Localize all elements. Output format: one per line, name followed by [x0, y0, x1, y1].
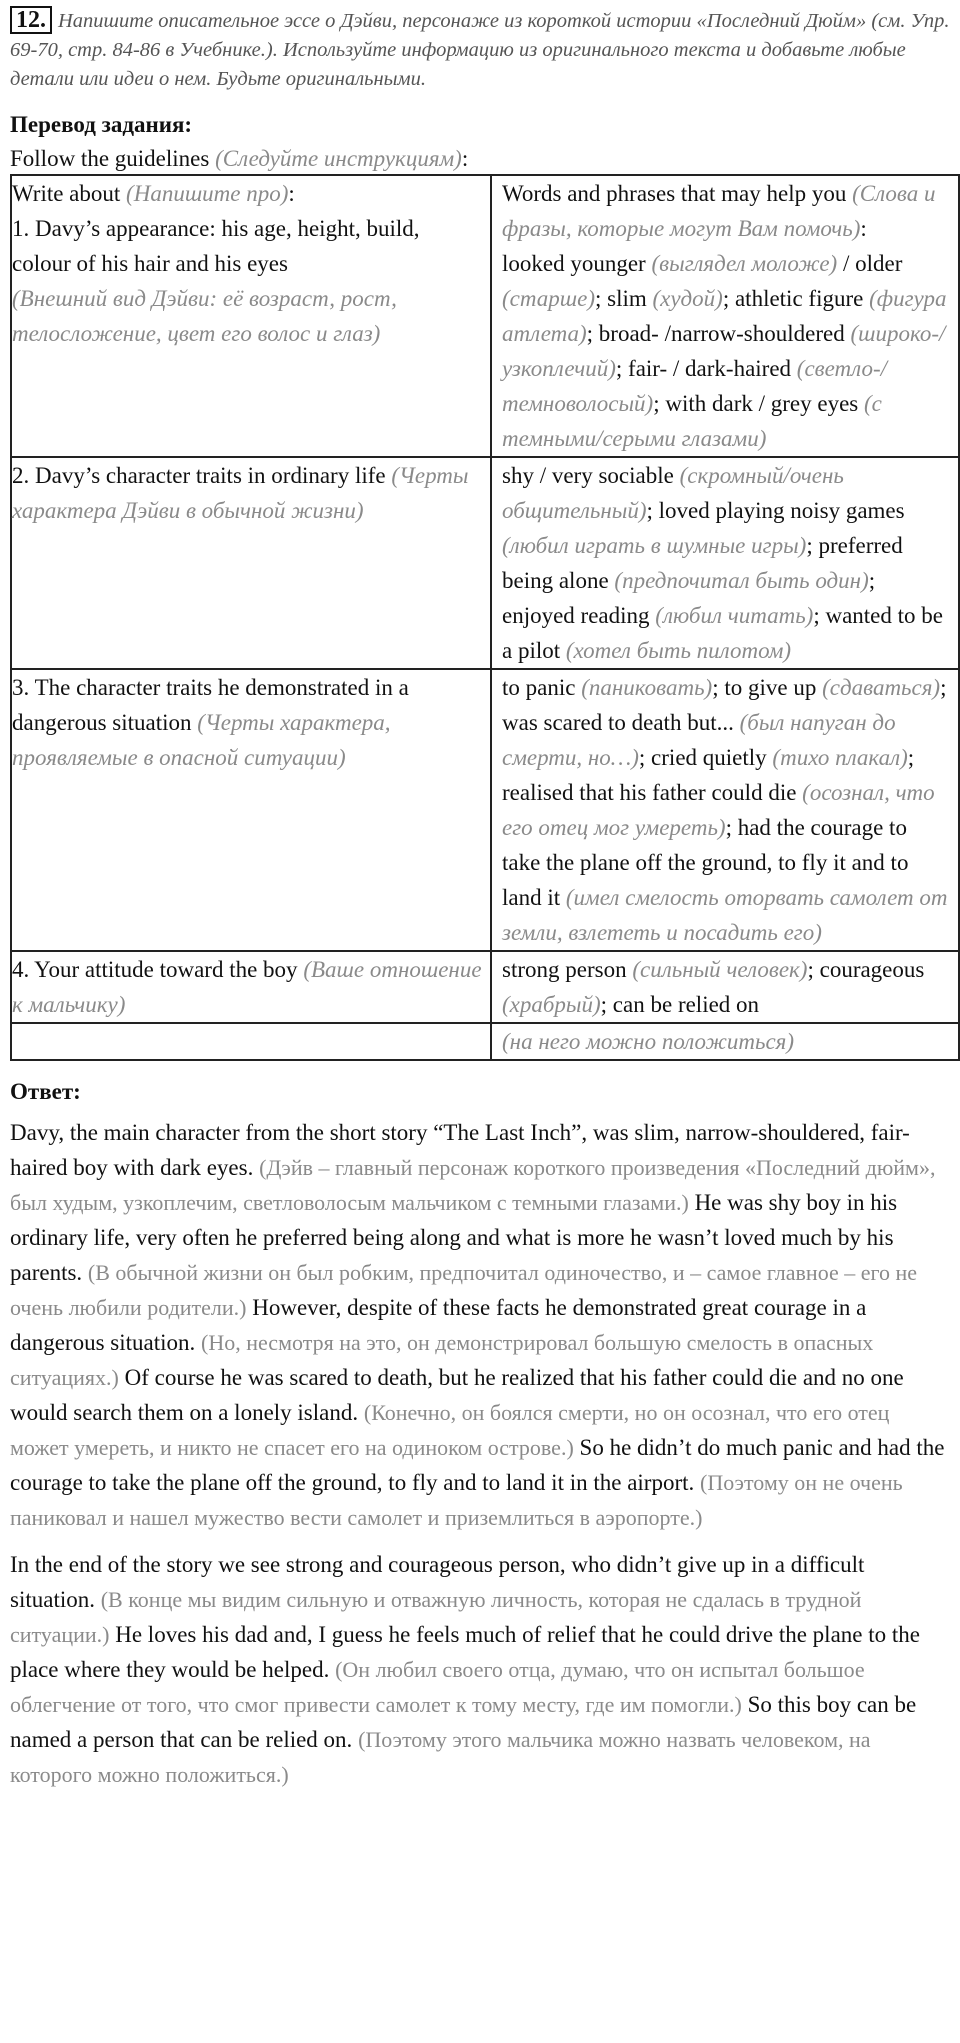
- english-text: ; slim: [595, 286, 653, 311]
- guidelines-en: Follow the guidelines: [10, 146, 210, 171]
- translation-text: (осознал, что его отец мог умереть): [502, 780, 935, 840]
- answer-paragraph: [10, 1547, 950, 1792]
- english-text: / older: [837, 251, 903, 276]
- table-cell-phrases: [491, 457, 959, 669]
- translation-text: (выглядел моложе): [651, 251, 838, 276]
- translation-text: (паниковать): [581, 675, 713, 700]
- english-text: strong person: [502, 957, 633, 982]
- english-text: ; with dark / grey eyes: [653, 391, 864, 416]
- english-text: Davy, the main character from the short story “The Last Inch”, was slim, narrow-shouldered, fair-haired boy with dark eyes.: [10, 1120, 910, 1180]
- table-row: [11, 1023, 959, 1060]
- translation-heading: Перевод задания:: [10, 112, 193, 137]
- table-row: [11, 951, 959, 1023]
- table-cell-topic: [11, 1023, 491, 1060]
- translation-text: (любил играть в шумные игры): [502, 533, 807, 558]
- guidelines-line: [10, 146, 950, 172]
- translation-text: (Черты характера, проявляемые в опасной ситуации): [12, 710, 391, 770]
- translation-text: (скромный/очень общительный): [502, 463, 844, 523]
- guidelines-table: [10, 174, 960, 1061]
- english-text: He loves his dad and, I guess he feels much of relief that he could drive the plane to the place where they would be helped.: [10, 1622, 920, 1682]
- english-text: Of course he was scared to death, but he realized that his father could die and no one would search them on a lonely island.: [10, 1365, 904, 1425]
- translation-text: (худой): [652, 286, 723, 311]
- english-text: ; broad- /narrow-shouldered: [586, 321, 851, 346]
- translation-text: (предпочитал быть один): [614, 568, 869, 593]
- table-row: [11, 175, 959, 457]
- english-text: ; wanted to be a pilot: [502, 603, 943, 663]
- english-text: looked younger: [502, 251, 652, 276]
- translation-text: (старше): [502, 286, 595, 311]
- translation-text: (Слова и фразы, которые могут Вам помочь): [502, 181, 936, 241]
- english-text: ; loved playing noisy games: [646, 498, 905, 523]
- translation-text: (Конечно, он боялся смерти, но он осознал, что его отец может умереть, и никто не спасет его на одиноком острове.): [10, 1400, 890, 1460]
- english-text: 2. Davy’s character traits in ordinary life: [12, 463, 392, 488]
- english-text: ; was scared to death but...: [502, 675, 947, 735]
- translation-text: (храбрый): [502, 992, 601, 1017]
- english-text: Write about: [12, 181, 127, 206]
- translation-text: (был напуган до смерти, но…): [502, 710, 896, 770]
- english-text: ; to give up: [712, 675, 823, 700]
- table-row: [11, 457, 959, 669]
- english-text: :: [860, 216, 867, 241]
- english-text: So he didn’t do much panic and had the courage to take the plane off the ground, to fly and to land it in the airport.: [10, 1435, 945, 1495]
- table-cell-phrases: [491, 1023, 959, 1060]
- english-text: ; fair- / dark-haired: [615, 356, 797, 381]
- guidelines-table-body: [11, 175, 959, 1060]
- translation-text: (В обычной жизни он был робким, предпочитал одиночество, и – самое главное – его не очень любили родители.): [10, 1260, 918, 1320]
- english-text: He was shy boy in his ordinary life, very often he preferred being along and what is more he wasn’t loved much by his parents.: [10, 1190, 898, 1285]
- translation-text: (с темными/серыми глазами): [502, 391, 882, 451]
- english-text: shy / very sociable: [502, 463, 680, 488]
- english-text: 1. Davy’s appearance: his age, height, build, colour of his hair and his eyes: [12, 216, 420, 276]
- english-text: However, despite of these facts he demonstrated great courage in a dangerous situation.: [10, 1295, 867, 1355]
- table-cell-phrases: [491, 669, 959, 951]
- english-text: Words and phrases that may help you: [502, 181, 853, 206]
- english-text: ; athletic figure: [722, 286, 870, 311]
- answer-heading: Ответ:: [10, 1079, 81, 1104]
- table-cell-topic: [11, 175, 491, 457]
- table-cell-phrases: [491, 175, 959, 457]
- english-text: ; cried quietly: [638, 745, 773, 770]
- translation-text: (Напишите про): [126, 181, 289, 206]
- table-cell-topic: [11, 951, 491, 1023]
- table-row: [11, 669, 959, 951]
- english-text: ; courageous: [807, 957, 925, 982]
- translation-text: (В конце мы видим сильную и отважную личность, которая не сдалась в трудной ситуации.): [10, 1587, 862, 1647]
- translation-text: (Он любил своего отца, думаю, что он испытал большое облегчение от того, что смог привести самолет к тому месту, где им помогли.): [10, 1657, 865, 1717]
- table-cell-topic: [11, 457, 491, 669]
- translation-text: (на него можно положиться): [502, 1029, 795, 1054]
- table-cell-topic: [11, 669, 491, 951]
- translation-text: (широко-/узкоплечий): [502, 321, 946, 381]
- answer-body: [10, 1115, 950, 1792]
- translation-text: (Но, несмотря на это, он демонстрировал большую смелость в опасных ситуациях.): [10, 1330, 874, 1390]
- translation-text: (Ваше отношение к мальчику): [12, 957, 482, 1017]
- translation-text: (имел смелость оторвать самолет от земли, взлететь и посадить его): [502, 885, 948, 945]
- task-statement: [10, 6, 950, 94]
- translation-text: (хотел быть пилотом): [565, 638, 792, 663]
- translation-text: (сдаваться): [822, 675, 941, 700]
- answer-paragraph: [10, 1115, 950, 1535]
- translation-text: (тихо плакал): [772, 745, 908, 770]
- english-text: to panic: [502, 675, 582, 700]
- english-text: 4. Your attitude toward the boy: [12, 957, 304, 982]
- english-text: So this boy can be named a person that can be relied on.: [10, 1692, 917, 1752]
- translation-text: (фигура атлета): [502, 286, 947, 346]
- english-text: In the end of the story we see strong and courageous person, who didn’t give up in a difficult situation.: [10, 1552, 865, 1612]
- translation-text: (сильный человек): [632, 957, 808, 982]
- english-text: ; enjoyed reading: [502, 568, 876, 628]
- translation-text: (Дэйв – главный персонаж короткого произведения «Последний дюйм», был худым, узкоплечим, светловолосым мальчиком с темными глазами.): [10, 1155, 936, 1215]
- translation-text: (любил читать): [655, 603, 814, 628]
- task-text: Напишите описательное эссе о Дэйви, персонаже из короткой истории «Последний Дюйм» (см. Упр. 69-70, стр. 84-86 в Учебнике.). Используйте информацию из оригинального текста и добавьте любые детали или идеи о нем. Будьте оригинальными.: [10, 10, 950, 90]
- english-text: ; had the courage to take the plane off the ground, to fly it and to land it: [502, 815, 909, 910]
- english-text: ; can be relied on: [600, 992, 760, 1017]
- translation-text: (светло-/темноволосый): [502, 356, 888, 416]
- translation-text: (Поэтому он не очень паниковал и нашел мужество вести самолет и приземлиться в аэропорте.): [10, 1470, 903, 1530]
- table-cell-phrases: [491, 951, 959, 1023]
- english-text: ; preferred being alone: [502, 533, 903, 593]
- guidelines-ru: (Следуйте инструкциям): [215, 146, 462, 171]
- translation-text: (Черты характера Дэйви в обычной жизни): [12, 463, 469, 523]
- english-text: 3. The character traits he demonstrated in a dangerous situation: [12, 675, 409, 735]
- english-text: :: [288, 181, 295, 206]
- task-number: 12.: [10, 6, 52, 34]
- guidelines-colon: :: [461, 146, 469, 171]
- translation-text: (Поэтому этого мальчика можно назвать человеком, на которого можно положиться.): [10, 1727, 871, 1787]
- translation-text: (Внешний вид Дэйви: её возраст, рост, телосложение, цвет его волос и глаз): [12, 286, 397, 346]
- english-text: ; realised that his father could die: [502, 745, 915, 805]
